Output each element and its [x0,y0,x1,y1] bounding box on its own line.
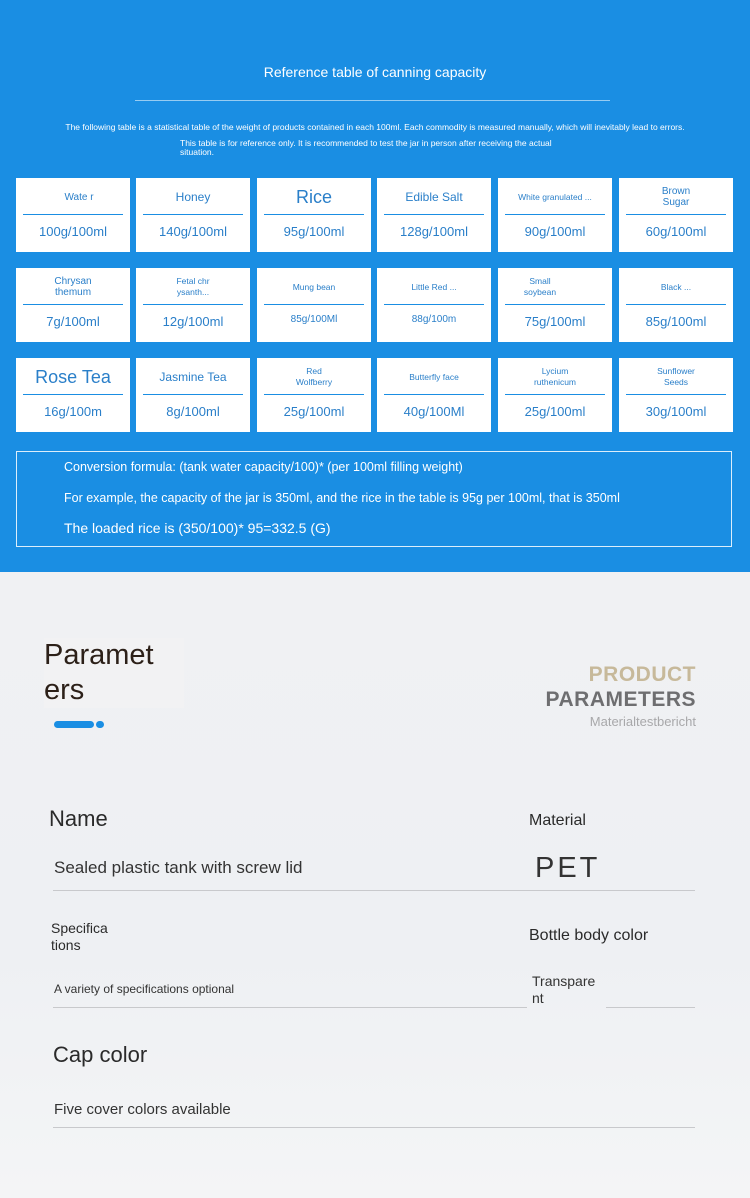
card-divider [143,394,243,395]
body-color-value: Transpare nt [532,973,596,1006]
card-name: Butterfly face [409,371,459,382]
capacity-card [257,178,371,252]
title-divider [135,100,610,101]
title-accent-dot [96,721,104,728]
capacity-card [16,358,130,432]
capacity-card [377,178,491,252]
name-value: Sealed plastic tank with screw lid [54,858,303,877]
material-value: PET [535,852,601,884]
body-color-label: Bottle body color [529,927,649,944]
capacity-card [257,358,371,432]
card-value: 8g/100ml [166,404,220,419]
card-divider [384,214,484,215]
conversion-formula-box [16,451,732,547]
card-name: Small soybean [523,276,557,297]
material-label: Material [529,812,586,829]
card-value: 16g/100m [44,404,102,419]
card-value: 25g/100ml [283,404,345,419]
capacity-card [498,268,612,342]
cap-color-value: Five cover colors available [54,1101,231,1118]
title-accent-bar [54,721,94,728]
card-value: 88g/100m [411,314,457,325]
card-value: 128g/100ml [400,224,468,239]
specifications-value: A variety of specifications optional [54,982,235,996]
card-name: Sunflower Seeds [657,366,695,387]
card-name: Brown Sugar [661,186,691,208]
card-divider [23,394,123,395]
card-divider [23,304,123,305]
capacity-card [377,358,491,432]
capacity-card [619,178,733,252]
body-color-underline [606,1007,695,1008]
cap-color-underline [53,1127,695,1128]
card-value: 140g/100ml [159,224,227,239]
card-value: 7g/100ml [46,314,100,329]
card-name: Mung bean [292,281,336,292]
card-name: Red Wolfberry [295,366,333,387]
capacity-card [498,358,612,432]
card-name: Edible Salt [405,189,463,204]
card-name: White granulated ... [518,191,592,202]
card-value: 75g/100ml [524,314,586,329]
card-value: 95g/100ml [283,224,345,239]
name-underline [53,890,695,891]
capacity-card [619,268,733,342]
card-divider [505,214,605,215]
card-name: Black ... [660,281,692,292]
cap-color-label: Cap color [53,1042,148,1067]
formula-line-3: The loaded rice is (350/100)* 95=332.5 (G) [64,520,331,536]
card-divider [626,394,726,395]
card-name: Little Red ... [411,281,457,292]
badge-parameters: PARAMETERS [545,688,696,711]
capacity-card [136,358,250,432]
card-value: 90g/100ml [524,224,586,239]
card-name: Lycium ruthenicum [533,366,577,387]
capacity-card [498,178,612,252]
card-name: Honey [175,189,211,204]
card-name: Fetal chr ysanth... [176,276,210,297]
card-name: Rose Tea [35,366,111,387]
card-value: 30g/100ml [645,404,707,419]
note-line-2: This table is for reference only. It is recommended to test the jar in person after receiving the actual situation. [180,138,552,157]
card-value: 40g/100Ml [403,404,465,419]
card-value: 100g/100ml [39,224,107,239]
card-name: Chrysan themum [54,276,92,298]
card-divider [264,394,364,395]
card-divider [505,394,605,395]
card-value: 12g/100ml [162,314,224,329]
formula-line-1: Conversion formula: (tank water capacity/100)* (per 100ml filling weight) [64,460,463,474]
note-line-1: The following table is a statistical table of the weight of products contained in each 100ml. Each commodity is measured manually, which will inevitably lead to errors. [65,122,685,132]
card-divider [264,214,364,215]
card-value: 85g/100Ml [290,314,338,325]
card-value: 60g/100ml [645,224,707,239]
specifications-underline [53,1007,527,1008]
specifications-label: Specifica tions [51,920,108,953]
card-divider [626,304,726,305]
badge-product: PRODUCT [588,663,696,686]
card-name: Jasmine Tea [159,369,227,384]
card-divider [384,394,484,395]
card-name: Rice [295,186,332,207]
capacity-card [16,268,130,342]
capacity-card [619,358,733,432]
card-value: 25g/100ml [524,404,586,419]
card-name: Wate r [64,191,94,203]
card-divider [23,214,123,215]
card-divider [143,304,243,305]
capacity-card [257,268,371,342]
section-title: Reference table of canning capacity [263,64,487,80]
badge-subtitle: Materialtestbericht [589,714,696,729]
card-divider [143,214,243,215]
card-divider [384,304,484,305]
capacity-card [136,178,250,252]
name-label: Name [49,806,108,831]
capacity-card [16,178,130,252]
parameters-title: Paramet ers [44,638,184,708]
card-value: 85g/100ml [645,314,707,329]
capacity-card [136,268,250,342]
card-divider [505,304,605,305]
formula-line-2: For example, the capacity of the jar is 350ml, and the rice in the table is 95g per 100ml, that is 350ml [64,491,620,505]
card-divider [264,304,364,305]
capacity-card [377,268,491,342]
card-divider [626,214,726,215]
